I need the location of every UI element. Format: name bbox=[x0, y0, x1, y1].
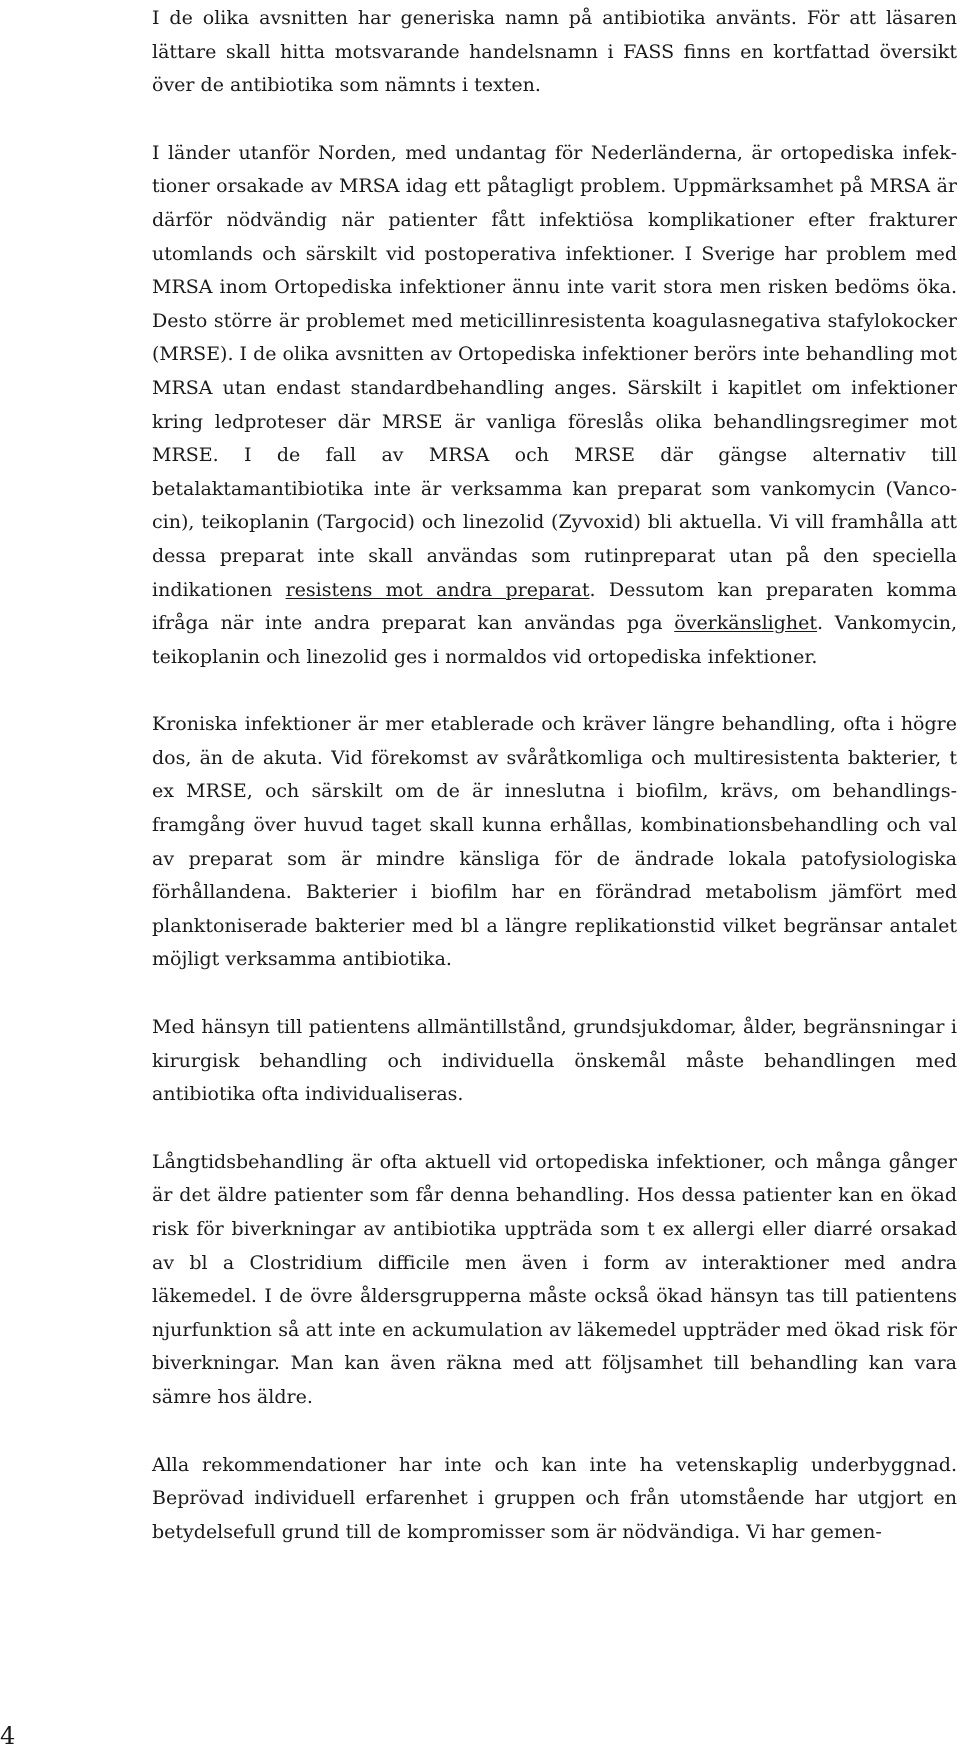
paragraph-individualisation bbox=[152, 1011, 957, 1112]
page-number: 4 bbox=[0, 1722, 16, 1750]
paragraph-text: Med hänsyn till patientens allmäntillstånd, grundsjukdomar, ålder, begränsningar i kirurgisk behandling och individuella önskemål måste behandlingen med antibiotika ofta individualiseras. bbox=[152, 1016, 957, 1106]
paragraph-text: I länder utanför Norden, med undantag för Nederländerna, är ortopediska infektioner orsakade av MRSA idag ett påtagligt problem. Uppmärksamhet på MRSA är därför nödvändig när patienter fått infektiösa komplikationer efter frakturer utomlands och särskilt vid postoperativa infektioner. I Sverige har problem med MRSA inom Ortopediska infektioner ännu inte varit stora men risken bedöms öka. Desto större är problemet med meticillinresistenta koagulasnegativa stafylokocker (MRSE). I de olika avsnitten av Ortopediska infektioner berörs inte behandling mot MRSA utan endast standardbehandling anges. Särskilt i kapitlet om infektioner kring ledproteser där MRSE är vanliga föreslås olika behandlingsregimer mot MRSE. I de fall av MRSA och MRSE där gängse alternativ till betalaktamantibiotika inte är verksamma kan preparat som vankomycin (Vancocin), teikoplanin (Targocid) och linezolid (Zyvoxid) bli aktuella. Vi vill framhålla att dessa preparat inte skall användas som rutinpreparat utan på den speciella indikationen bbox=[152, 141, 957, 601]
link-overkanslighet[interactable]: överkänslighet bbox=[674, 612, 818, 635]
paragraph-text: Kroniska infektioner är mer etablerade och kräver längre behandling, ofta i högre dos, än de akuta. Vid förekomst av svåråtkomliga och multiresistenta bakterier, t ex MRSE, och särskilt om de är inneslutna i biofilm, krävs, om behandlingsframgång över huvud taget skall kunna erhållas, kombinationsbehandling och val av preparat som är mindre känsliga för de ändrade lokala patofysiologiska förhållandena. Bakterier i biofilm har en förändrad metabolism jämfört med planktoniserade bakterier med bl a längre replikationstid vilket begränsar antalet möjligt verksamma antibiotika. bbox=[152, 713, 957, 971]
paragraph-text: Långtidsbehandling är ofta aktuell vid ortopediska infektioner, och många gånger är det äldre patienter som får denna behandling. Hos dessa patienter kan en ökad risk för biverkningar av antibiotika uppträda som t ex allergi eller diarré orsakad av bl a Clostridium difficile men även i form av interaktioner med andra läkemedel. I de övre åldersgrupperna måste också ökad hänsyn tas till patientens njurfunktion så att inte en ackumulation av läkemedel uppträder med ökad risk för biverkningar. Man kan även räkna med att följsamhet till behandling kan vara sämre hos äldre. bbox=[152, 1150, 957, 1408]
paragraph-mrsa bbox=[152, 137, 957, 675]
paragraph-long-term-treatment bbox=[152, 1146, 957, 1415]
paragraph-recommendations bbox=[152, 1449, 957, 1550]
paragraph-text: . Vankomycin, teikoplanin och linezolid ges i normaldos vid ortopediska infektioner. bbox=[152, 612, 957, 668]
document-body bbox=[152, 2, 957, 1549]
paragraph-text: I de olika avsnitten har generiska namn på antibiotika använts. För att läsaren lättare skall hitta motsvarande handelsnamn i FASS finns en kortfattad översikt över de antibiotika som nämnts i texten. bbox=[152, 7, 957, 97]
paragraph-antibiotic-names bbox=[152, 2, 957, 103]
link-resistens-mot-andra-preparat[interactable]: resistens mot andra preparat bbox=[285, 578, 590, 601]
paragraph-text: . Dessutom kan preparaten komma ifråga när inte andra preparat kan användas pga bbox=[152, 578, 957, 635]
paragraph-chronic-infections bbox=[152, 708, 957, 977]
paragraph-text: Alla rekommendationer har inte och kan inte ha vetenskaplig underbyggnad. Beprövad individuell erfarenhet i gruppen och från utomstående har utgjort en betydelsefull grund till de kompromisser som är nödvändiga. Vi har gemen- bbox=[152, 1453, 957, 1543]
